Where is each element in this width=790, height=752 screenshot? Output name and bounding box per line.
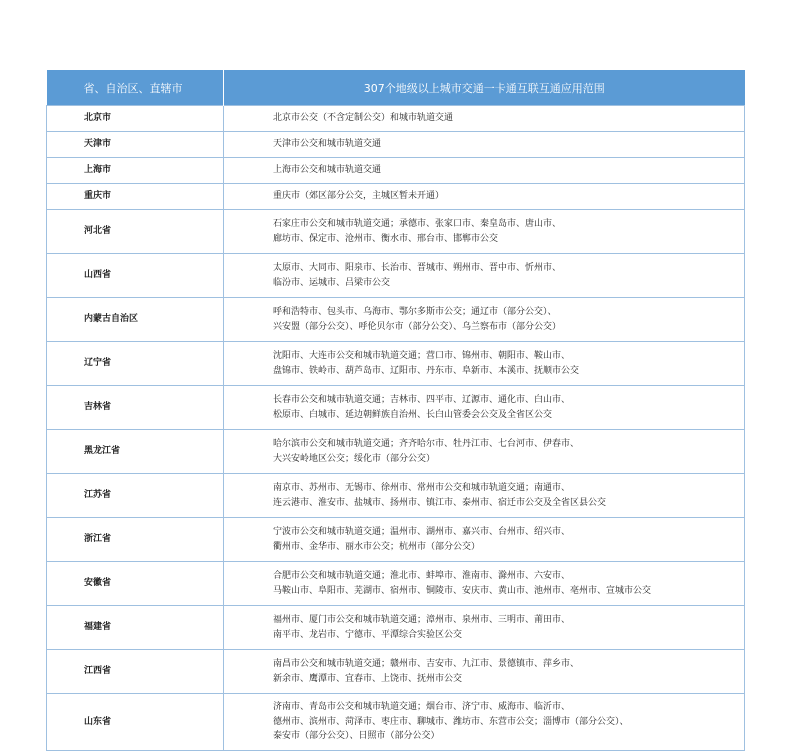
table-row [47,518,745,562]
scope-line: 兴安盟（部分公交）、呼伦贝尔市（部分公交）、乌兰察布市（部分公交） [273,321,562,332]
scope-cell [224,342,745,386]
table-row [47,562,745,606]
province-cell: 辽宁省 [47,342,224,386]
table-row [47,342,745,386]
province-cell: 福建省 [47,606,224,650]
scope-line: 连云港市、淮安市、盐城市、扬州市、镇江市、泰州市、宿迁市公交及全省区县公交 [273,497,607,508]
scope-line: 临汾市、运城市、吕梁市公交 [273,277,391,288]
scope-cell [224,694,745,751]
scope-line: 石家庄市公交和城市轨道交通；承德市、张家口市、秦皇岛市、唐山市、 [273,219,562,229]
province-cell: 浙江省 [47,518,224,562]
scope-line: 廊坊市、保定市、沧州市、衡水市、邢台市、邯郸市公交 [273,233,499,244]
scope-cell [224,430,745,474]
scope-cell [224,132,745,158]
table-row [47,474,745,518]
scope-cell [224,184,745,210]
table-row [47,650,745,694]
province-cell: 山东省 [47,694,224,751]
table-body [47,106,745,751]
scope-line: 济南市、青岛市公交和城市轨道交通；烟台市、济宁市、威海市、临沂市、 [273,702,571,713]
scope-cell [224,650,745,694]
table-row [47,430,745,474]
table-row [47,298,745,342]
scope-line: 大兴安岭地区公交；绥化市（部分公交） [273,453,436,464]
province-cell: 江西省 [47,650,224,694]
scope-cell [224,606,745,650]
province-cell: 江苏省 [47,474,224,518]
table-row [47,254,745,298]
scope-line: 重庆市（郊区部分公交，主城区暂未开通） [273,191,445,202]
scope-cell [224,254,745,298]
scope-line: 长春市公交和城市轨道交通；吉林市、四平市、辽源市、通化市、白山市、 [273,395,571,405]
interconnection-table-container [46,70,744,751]
table-row [47,210,745,254]
scope-cell [224,298,745,342]
scope-line: 新余市、鹰潭市、宜春市、上饶市、抚州市公交 [273,673,463,684]
province-cell: 内蒙古自治区 [47,298,224,342]
province-cell: 河北省 [47,210,224,254]
scope-line: 盘锦市、铁岭市、葫芦岛市、辽阳市、丹东市、阜新市、本溪市、抚顺市公交 [273,365,580,376]
scope-cell [224,106,745,132]
table-row [47,132,745,158]
province-cell: 黑龙江省 [47,430,224,474]
table-row [47,606,745,650]
table-header-row [47,70,745,106]
scope-line: 德州市、滨州市、菏泽市、枣庄市、聊城市、潍坊市、东营市公交；淄博市（部分公交）、 [273,716,629,727]
scope-cell [224,386,745,430]
scope-cell [224,158,745,184]
scope-line: 哈尔滨市公交和城市轨道交通；齐齐哈尔市、牡丹江市、七台河市、伊春市、 [273,439,580,449]
scope-line: 福州市、厦门市公交和城市轨道交通；漳州市、泉州市、三明市、莆田市、 [273,615,571,625]
scope-line: 沈阳市、大连市公交和城市轨道交通；营口市、锦州市、朝阳市、鞍山市、 [273,351,571,361]
table-row [47,184,745,210]
scope-line: 天津市公交和城市轨道交通 [273,139,382,150]
province-cell: 吉林省 [47,386,224,430]
scope-cell [224,562,745,606]
scope-line: 太原市、大同市、阳泉市、长治市、晋城市、朔州市、晋中市、忻州市、 [273,263,562,273]
scope-line: 衢州市、金华市、丽水市公交；杭州市（部分公交） [273,541,481,552]
scope-line: 北京市公交（不含定制公交）和城市轨道交通 [273,113,454,124]
province-cell: 山西省 [47,254,224,298]
table-row [47,694,745,751]
scope-cell [224,210,745,254]
header-scope: 307个地级以上城市交通一卡通互联互通应用范围 [224,70,745,106]
province-cell: 上海市 [47,158,224,184]
scope-line: 南京市、苏州市、无锡市、徐州市、常州市公交和城市轨道交通；南通市、 [273,483,571,493]
interconnection-table [46,70,745,751]
province-cell: 安徽省 [47,562,224,606]
province-cell: 重庆市 [47,184,224,210]
scope-line: 泰安市（部分公交）、日照市（部分公交） [273,731,440,742]
province-cell: 天津市 [47,132,224,158]
table-row [47,386,745,430]
scope-line: 上海市公交和城市轨道交通 [273,165,382,176]
scope-line: 南平市、龙岩市、宁德市、平潭综合实验区公交 [273,629,463,640]
scope-cell [224,474,745,518]
scope-line: 呼和浩特市、包头市、乌海市、鄂尔多斯市公交；通辽市（部分公交）、 [273,307,557,317]
scope-line: 松原市、白城市、延边朝鲜族自治州、长白山管委会公交及全省区公交 [273,409,553,420]
table-row [47,106,745,132]
scope-cell [224,518,745,562]
scope-line: 合肥市公交和城市轨道交通；淮北市、蚌埠市、淮南市、滁州市、六安市、 [273,571,571,581]
scope-line: 宁波市公交和城市轨道交通；温州市、湖州市、嘉兴市、台州市、绍兴市、 [273,527,571,537]
scope-line: 马鞍山市、阜阳市、芜湖市、宿州市、铜陵市、安庆市、黄山市、池州市、亳州市、宣城市公交 [273,585,652,596]
scope-line: 南昌市公交和城市轨道交通；赣州市、吉安市、九江市、景德镇市、萍乡市、 [273,659,580,669]
header-province: 省、自治区、直辖市 [47,70,224,106]
table-row [47,158,745,184]
province-cell: 北京市 [47,106,224,132]
